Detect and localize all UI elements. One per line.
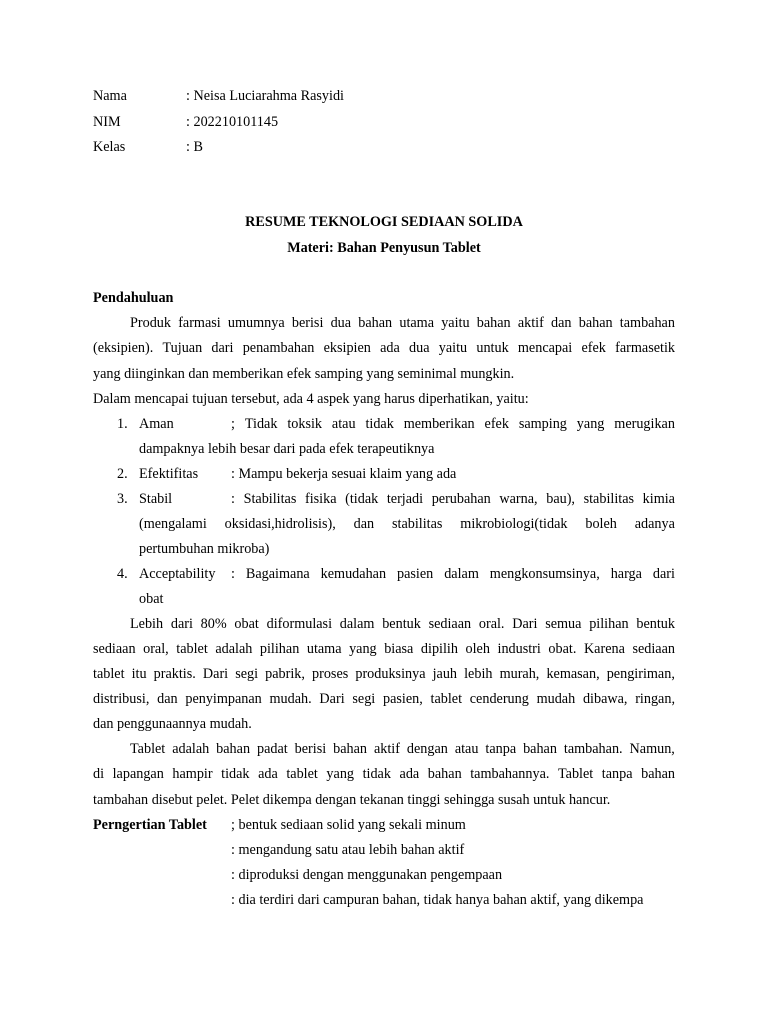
word: jauh — [432, 666, 458, 682]
word: dari — [170, 616, 193, 632]
word: aktif — [373, 741, 400, 757]
paragraph-line: tambahan disebut pelet. Pelet dikempa dengan tekanan tinggi sehingga susah untuk hancur. — [93, 792, 611, 808]
word: farmasetik — [615, 340, 675, 356]
definition-label: Perngertian Tablet — [93, 817, 207, 833]
word: dipilih — [420, 641, 458, 657]
list-item-label: Stabil — [139, 491, 173, 507]
word: : — [231, 491, 235, 507]
word: industri — [497, 641, 541, 657]
word: atau — [331, 416, 356, 432]
word: terjadi — [386, 491, 424, 507]
word: distribusi, — [93, 691, 150, 707]
word: ringan, — [635, 691, 675, 707]
word: bahan — [476, 315, 511, 331]
word: biasa — [384, 641, 414, 657]
list-number: 2. — [117, 466, 128, 482]
word: atau — [454, 741, 479, 757]
word: untuk — [476, 340, 509, 356]
word: efek — [484, 416, 509, 432]
list-item-text — [231, 491, 675, 508]
word: utama — [306, 641, 342, 657]
word: umumnya — [227, 315, 285, 331]
list-item-text: : Mampu bekerja sesuai klaim yang ada — [231, 466, 457, 482]
word: Tablet — [557, 766, 594, 782]
word: Karena — [583, 641, 625, 657]
word: sediaan — [93, 641, 136, 657]
word: Tujuan — [162, 340, 203, 356]
word: diformulasi — [266, 616, 333, 632]
document-title: RESUME TEKNOLOGI SEDIAAN SOLIDA — [245, 214, 523, 230]
word: merugikan — [614, 416, 675, 432]
word: adanya — [634, 516, 675, 532]
list-number: 3. — [117, 491, 128, 507]
word: kemudahan — [320, 566, 387, 582]
word: pasien, — [382, 691, 423, 707]
word: oleh — [465, 641, 490, 657]
word: aktif — [517, 315, 544, 331]
word: semua — [545, 616, 582, 632]
word: tanpa — [485, 741, 517, 757]
name-label: Nama — [93, 88, 127, 104]
word: bentuk — [636, 616, 675, 632]
word: Dari — [512, 616, 538, 632]
word: tidak — [221, 766, 250, 782]
paragraph-line: yang diinginkan dan memberikan efek samping yang seminimal mungkin. — [93, 366, 515, 382]
word: eksipien — [323, 340, 371, 356]
paragraph-line — [93, 340, 675, 357]
word: mudah. — [269, 691, 312, 707]
word: ada — [380, 340, 400, 356]
word: cenderung — [469, 691, 529, 707]
word: kimia — [642, 491, 675, 507]
word: dalam — [339, 616, 375, 632]
section-heading-pendahuluan: Pendahuluan — [93, 290, 174, 306]
word: tidak — [362, 766, 391, 782]
word: tambahannya. — [470, 766, 550, 782]
paragraph-line — [130, 616, 675, 633]
word: di — [93, 766, 105, 782]
list-item-text: obat — [139, 591, 164, 607]
word: produksinya — [355, 666, 426, 682]
paragraph-line — [93, 641, 675, 658]
word: Stabilitas — [243, 491, 297, 507]
word: penyimpanan — [185, 691, 262, 707]
word: efek — [581, 340, 606, 356]
word: bahan — [578, 315, 613, 331]
word: bentuk — [382, 616, 421, 632]
word: pasien — [397, 566, 434, 582]
definition-item: : diproduksi dengan menggunakan pengempaan — [231, 867, 503, 883]
word: dengan — [406, 741, 448, 757]
word: stabilitas — [583, 491, 635, 507]
word: dan — [157, 691, 178, 707]
word: 80% — [200, 616, 227, 632]
word: berisi — [291, 315, 324, 331]
word: tablet — [286, 766, 318, 782]
paragraph-line — [93, 691, 675, 708]
word: pilihan — [589, 616, 629, 632]
word: ada — [399, 766, 420, 782]
list-item-text: pertumbuhan mikroba) — [139, 541, 270, 557]
word: samping — [518, 416, 567, 432]
word: Namun, — [629, 741, 675, 757]
word: bahan — [358, 315, 393, 331]
word: itu — [131, 666, 147, 682]
word: segi — [235, 666, 259, 682]
word: kemasan, — [546, 666, 600, 682]
word: murah, — [499, 666, 540, 682]
list-item-text: dampaknya lebih besar dari pada efek terapeutiknya — [139, 441, 435, 457]
nim-value: : 202210101145 — [186, 114, 279, 130]
word: bau), — [546, 491, 575, 507]
word: penambahan — [242, 340, 315, 356]
word: mudah — [536, 691, 576, 707]
word: toksik — [287, 416, 323, 432]
word: Dari — [319, 691, 345, 707]
word: (mengalami — [139, 516, 207, 532]
word: Tidak — [244, 416, 278, 432]
word: memberikan — [403, 416, 475, 432]
class-label: Kelas — [93, 139, 126, 155]
word: dari — [211, 340, 234, 356]
word: perubahan — [431, 491, 491, 507]
word: tambahan. — [563, 741, 623, 757]
word: pabrik, — [265, 666, 305, 682]
word: boleh — [585, 516, 617, 532]
word: dibawa, — [582, 691, 628, 707]
word: dan — [551, 315, 572, 331]
word: adalah — [172, 741, 210, 757]
word: yang — [326, 766, 355, 782]
word: Tablet — [130, 741, 166, 757]
definition-item: ; bentuk sediaan solid yang sekali minum — [231, 817, 466, 833]
paragraph-line: dan penggunaannya mudah. — [93, 716, 252, 732]
word: : — [231, 566, 235, 582]
word: Bagaimana — [245, 566, 310, 582]
word: bahan — [641, 766, 675, 782]
word: (eksipien). — [93, 340, 154, 356]
word: lapangan — [112, 766, 164, 782]
word: padat — [256, 741, 288, 757]
word: obat. — [548, 641, 577, 657]
definition-item: : mengandung satu atau lebih bahan aktif — [231, 842, 465, 858]
definition-item: : dia terdiri dari campuran bahan, tidak hanya bahan aktif, yang dikempa — [231, 892, 644, 908]
class-value: : B — [186, 139, 203, 155]
word: proses — [312, 666, 349, 682]
word: dua — [330, 315, 352, 331]
word: berisi — [294, 741, 327, 757]
list-item-label: Efektifitas — [139, 466, 199, 482]
name-value: : Neisa Luciarahma Rasyidi — [186, 88, 344, 104]
word: yaitu — [441, 315, 470, 331]
word: tambahan — [619, 315, 675, 331]
list-number: 1. — [117, 416, 128, 432]
word: bahan — [427, 766, 462, 782]
word: oksidasi,hidrolisis), — [224, 516, 336, 532]
word: oral, — [143, 641, 169, 657]
paragraph-line — [130, 315, 675, 332]
word: sediaan — [632, 641, 675, 657]
word: farmasi — [178, 315, 221, 331]
word: (tidak — [345, 491, 379, 507]
paragraph-line: Dalam mencapai tujuan tersebut, ada 4 aspek yang harus diperhatikan, yaitu: — [93, 391, 529, 407]
list-item-text — [139, 516, 675, 533]
word: yang — [576, 416, 605, 432]
word: bahan — [333, 741, 368, 757]
word: bahan — [523, 741, 557, 757]
word: dari — [652, 566, 675, 582]
list-item-label: Aman — [139, 416, 174, 432]
word: stabilitas — [391, 516, 443, 532]
word: pilihan — [259, 641, 300, 657]
word: dalam — [444, 566, 479, 582]
word: oral. — [478, 616, 505, 632]
list-number: 4. — [117, 566, 128, 582]
paragraph-line — [93, 766, 675, 783]
word: bahan — [216, 741, 251, 757]
word: mengkonsumsinya, — [489, 566, 600, 582]
word: pengiriman, — [606, 666, 675, 682]
nim-label: NIM — [93, 114, 121, 130]
word: tidak — [365, 416, 394, 432]
word: Produk — [130, 315, 171, 331]
word: mikrobiologi(tidak — [460, 516, 568, 532]
list-item-label: Acceptability — [139, 566, 216, 582]
word: adalah — [215, 641, 253, 657]
word: tablet — [430, 691, 463, 707]
word: Lebih — [130, 616, 164, 632]
word: sediaan — [428, 616, 472, 632]
word: obat — [234, 616, 259, 632]
word: tablet — [93, 666, 125, 682]
word: tablet — [176, 641, 208, 657]
list-item-text — [231, 416, 675, 433]
word: lebih — [464, 666, 493, 682]
word: warna, — [499, 491, 538, 507]
word: dua — [409, 340, 430, 356]
word: segi — [352, 691, 376, 707]
word: mencapai — [517, 340, 573, 356]
word: yang — [349, 641, 377, 657]
word: dan — [353, 516, 375, 532]
word: praktis. — [153, 666, 196, 682]
word: tanpa — [601, 766, 633, 782]
document-subtitle: Materi: Bahan Penyusun Tablet — [287, 240, 481, 256]
word: ada — [258, 766, 278, 782]
word: harga — [610, 566, 642, 582]
word: hampir — [172, 766, 213, 782]
word: Dari — [202, 666, 229, 682]
paragraph-line — [130, 741, 675, 758]
word: utama — [399, 315, 435, 331]
list-item-text — [231, 566, 675, 583]
word: yaitu — [438, 340, 468, 356]
word: fisika — [304, 491, 337, 507]
paragraph-line — [93, 666, 675, 683]
word: ; — [231, 416, 235, 432]
